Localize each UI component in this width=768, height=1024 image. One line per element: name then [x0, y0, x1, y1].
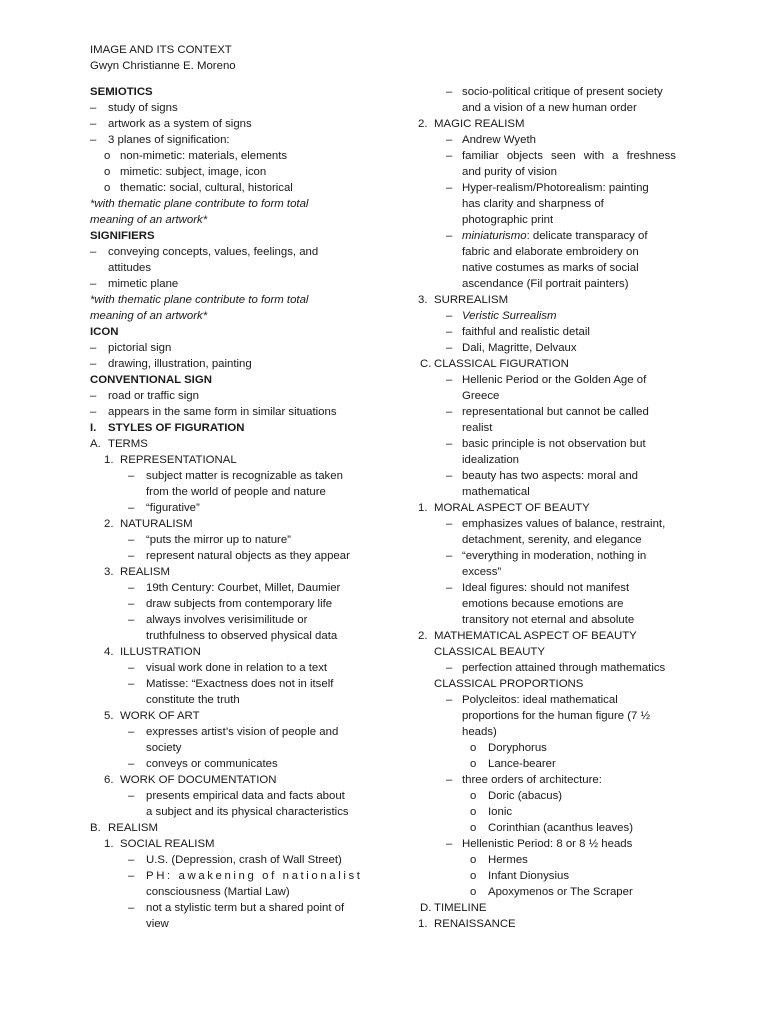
list-marker: –	[446, 550, 453, 562]
outline-line	[90, 612, 410, 628]
outline-line	[404, 900, 694, 916]
outline-text: meaning of an artwork*	[90, 310, 208, 322]
list-marker: –	[446, 230, 453, 242]
outline-text: Doric (abacus)	[488, 790, 563, 802]
outline-text: road or traffic sign	[108, 390, 199, 402]
list-marker: –	[446, 406, 453, 418]
outline-text: conveys or communicates	[146, 758, 278, 770]
list-marker: o	[470, 886, 477, 898]
outline-line	[90, 772, 410, 788]
outline-text: RENAISSANCE	[434, 918, 516, 930]
outline-line	[90, 644, 410, 660]
outline-line	[404, 820, 694, 836]
outline-text: Hyper-realism/Photorealism: painting	[462, 182, 649, 194]
outline-text: PH: awakening of nationalist	[146, 870, 363, 882]
list-marker: –	[446, 182, 453, 194]
outline-line	[90, 532, 410, 548]
outline-line	[404, 564, 694, 580]
outline-line	[90, 116, 410, 132]
outline-text: subject matter is recognizable as taken	[146, 470, 343, 482]
outline-line	[90, 724, 410, 740]
outline-line	[404, 116, 694, 132]
list-marker: –	[446, 774, 453, 786]
outline-line	[90, 868, 410, 884]
outline-text: non-mimetic: materials, elements	[120, 150, 288, 162]
outline-line	[90, 884, 410, 900]
outline-line	[404, 644, 694, 660]
outline-text: represent natural objects as they appear	[146, 550, 350, 562]
outline-line	[404, 292, 694, 308]
outline-line	[90, 516, 410, 532]
outline-text: mathematical	[462, 486, 530, 498]
outline-line	[90, 628, 410, 644]
list-marker: B.	[90, 822, 101, 834]
list-marker: –	[446, 326, 453, 338]
outline-line	[404, 852, 694, 868]
document-author: Gwyn Christianne E. Moreno	[90, 60, 236, 72]
list-marker: –	[128, 502, 135, 514]
outline-text: Matisse: “Exactness does not in itself	[146, 678, 334, 690]
outline-line	[404, 804, 694, 820]
outline-line	[404, 244, 694, 260]
outline-line	[404, 420, 694, 436]
outline-text: 19th Century: Courbet, Millet, Daumier	[146, 582, 341, 594]
outline-text: Greece	[462, 390, 500, 402]
outline-line	[404, 212, 694, 228]
outline-text: Ideal figures: should not manifest	[462, 582, 630, 594]
outline-line	[404, 356, 694, 372]
list-marker: C.	[420, 358, 432, 370]
outline-line	[404, 452, 694, 468]
outline-text: attitudes	[108, 262, 152, 274]
outline-line	[404, 724, 694, 740]
outline-line	[404, 596, 694, 612]
outline-text: ICON	[90, 326, 119, 338]
outline-text: “figurative”	[146, 502, 200, 514]
outline-line	[90, 292, 410, 308]
outline-line	[404, 388, 694, 404]
outline-line	[404, 84, 694, 100]
outline-line	[90, 452, 410, 468]
outline-line	[90, 692, 410, 708]
outline-text: Apoxymenos or The Scraper	[488, 886, 633, 898]
word: freshness	[626, 150, 676, 162]
outline-text: constitute the truth	[146, 694, 240, 706]
outline-line	[90, 212, 410, 228]
list-marker: –	[128, 534, 135, 546]
outline-line	[404, 516, 694, 532]
outline-line	[90, 340, 410, 356]
list-marker: –	[446, 342, 453, 354]
list-marker: –	[446, 86, 453, 98]
outline-line	[404, 628, 694, 644]
outline-text: ILLUSTRATION	[120, 646, 201, 658]
list-marker: –	[128, 854, 135, 866]
outline-line	[404, 788, 694, 804]
outline-text: proportions for the human figure (7 ½	[462, 710, 651, 722]
list-marker: –	[128, 582, 135, 594]
outline-text: emphasizes values of balance, restraint,	[462, 518, 666, 530]
outline-text: consciousness (Martial Law)	[146, 886, 290, 898]
outline-line	[90, 372, 410, 388]
italic-term: miniaturismo	[462, 230, 527, 242]
outline-text: a subject and its physical characteristics	[146, 806, 349, 818]
outline-text: view	[146, 918, 169, 930]
outline-line	[404, 772, 694, 788]
outline-line	[90, 852, 410, 868]
outline-line	[90, 356, 410, 372]
list-marker: –	[446, 662, 453, 674]
outline-text: has clarity and sharpness of	[462, 198, 604, 210]
outline-text: MAGIC REALISM	[434, 118, 525, 130]
list-marker: –	[446, 470, 453, 482]
outline-text: photographic print	[462, 214, 554, 226]
outline-line	[404, 756, 694, 772]
outline-text	[462, 228, 648, 244]
outline-line	[404, 692, 694, 708]
outline-text: truthfulness to observed physical data	[146, 630, 338, 642]
outline-text: Polycleitos: ideal mathematical	[462, 694, 618, 706]
outline-line	[404, 836, 694, 852]
outline-line	[404, 708, 694, 724]
document-header	[90, 42, 236, 74]
outline-text: representational but cannot be called	[462, 406, 649, 418]
list-marker: o	[470, 790, 477, 802]
outline-text: drawing, illustration, painting	[108, 358, 252, 370]
list-marker: 1.	[104, 838, 114, 850]
list-marker: –	[446, 374, 453, 386]
outline-text: *with thematic plane contribute to form total	[90, 294, 309, 306]
outline-line	[404, 180, 694, 196]
outline-text: TERMS	[108, 438, 148, 450]
outline-line	[404, 660, 694, 676]
outline-line	[404, 228, 694, 244]
outline-text: U.S. (Depression, crash of Wall Street)	[146, 854, 342, 866]
list-marker: –	[446, 694, 453, 706]
outline-line	[404, 404, 694, 420]
outline-text: realist	[462, 422, 493, 434]
list-marker: –	[446, 518, 453, 530]
outline-text: WORK OF ART	[120, 710, 200, 722]
left-column	[90, 84, 410, 932]
outline-line	[404, 500, 694, 516]
outline-line	[90, 164, 410, 180]
outline-line	[90, 436, 410, 452]
outline-text: REALISM	[120, 566, 171, 578]
list-marker: –	[90, 134, 97, 146]
list-marker: o	[470, 870, 477, 882]
list-marker: –	[128, 614, 135, 626]
outline-text: SIGNIFIERS	[90, 230, 155, 242]
outline-text: presents empirical data and facts about	[146, 790, 345, 802]
outline-line	[90, 580, 410, 596]
outline-line	[90, 804, 410, 820]
outline-line	[90, 836, 410, 852]
outline-line	[404, 340, 694, 356]
list-marker: 4.	[104, 646, 114, 658]
outline-line	[90, 708, 410, 724]
outline-text: pictorial sign	[108, 342, 172, 354]
outline-line	[90, 820, 410, 836]
list-marker: –	[90, 342, 97, 354]
outline-line	[90, 900, 410, 916]
outline-line	[404, 740, 694, 756]
outline-text: beauty has two aspects: moral and	[462, 470, 639, 482]
outline-text: study of signs	[108, 102, 178, 114]
outline-text: always involves verisimilitude or	[146, 614, 308, 626]
outline-text: socio-political critique of present society	[462, 86, 663, 98]
outline-line	[404, 612, 694, 628]
list-marker: I.	[90, 422, 97, 434]
list-marker: 1.	[418, 502, 428, 514]
list-marker: –	[128, 790, 135, 802]
list-marker: –	[446, 150, 453, 162]
outline-text: idealization	[462, 454, 519, 466]
outline-text: REALISM	[108, 822, 159, 834]
list-marker: –	[128, 662, 135, 674]
outline-text: visual work done in relation to a text	[146, 662, 328, 674]
list-marker: –	[90, 390, 97, 402]
outline-text: three orders of architecture:	[462, 774, 602, 786]
outline-line	[404, 276, 694, 292]
outline-text: native costumes as marks of social	[462, 262, 639, 274]
list-marker: 1.	[104, 454, 114, 466]
word: with	[583, 150, 605, 162]
list-marker: o	[104, 166, 111, 178]
outline-line	[90, 916, 410, 932]
outline-text: Veristic Surrealism	[462, 310, 557, 322]
outline-line	[404, 548, 694, 564]
outline-line	[90, 244, 410, 260]
outline-line	[90, 548, 410, 564]
outline-text: 3 planes of signification:	[108, 134, 230, 146]
outline-text: draw subjects from contemporary life	[146, 598, 333, 610]
outline-text: from the world of people and nature	[146, 486, 326, 498]
outline-text: detachment, serenity, and elegance	[462, 534, 642, 546]
outline-text: conveying concepts, values, feelings, and	[108, 246, 319, 258]
outline-line	[404, 468, 694, 484]
list-marker: o	[470, 822, 477, 834]
outline-text: Hermes	[488, 854, 528, 866]
outline-text: emotions because emotions are	[462, 598, 624, 610]
list-marker: 5.	[104, 710, 114, 722]
outline-text: Doryphorus	[488, 742, 547, 754]
list-marker: –	[446, 134, 453, 146]
outline-text: SEMIOTICS	[90, 86, 153, 98]
list-marker: D.	[420, 902, 432, 914]
list-marker: o	[470, 854, 477, 866]
outline-text: “puts the mirror up to nature”	[146, 534, 291, 546]
list-marker: –	[128, 470, 135, 482]
list-marker: 2.	[104, 518, 114, 530]
outline-line	[90, 564, 410, 580]
outline-line	[90, 100, 410, 116]
list-marker: –	[90, 358, 97, 370]
word: objects	[506, 150, 543, 162]
outline-text: faithful and realistic detail	[462, 326, 590, 338]
outline-line	[90, 756, 410, 772]
word: a	[612, 150, 619, 162]
outline-text: CLASSICAL FIGURATION	[434, 358, 569, 370]
list-marker: –	[446, 838, 453, 850]
outline-text: meaning of an artwork*	[90, 214, 208, 226]
outline-line	[404, 164, 694, 180]
outline-text: thematic: social, cultural, historical	[120, 182, 293, 194]
outline-text: Lance-bearer	[488, 758, 556, 770]
outline-text: perfection attained through mathematics	[462, 662, 666, 674]
outline-text: MATHEMATICAL ASPECT OF BEAUTY	[434, 630, 637, 642]
outline-text: society	[146, 742, 182, 754]
document-title: IMAGE AND ITS CONTEXT	[90, 44, 232, 56]
outline-line	[90, 740, 410, 756]
list-marker: –	[128, 870, 135, 882]
list-marker: 2.	[418, 118, 428, 130]
outline-line	[404, 308, 694, 324]
outline-line	[90, 388, 410, 404]
list-marker: –	[90, 246, 97, 258]
list-marker: 3.	[418, 294, 428, 306]
list-marker: o	[470, 742, 477, 754]
outline-line	[90, 260, 410, 276]
list-marker: –	[128, 902, 135, 914]
outline-line	[404, 148, 694, 164]
list-marker: –	[446, 438, 453, 450]
outline-text: TIMELINE	[434, 902, 487, 914]
word: seen	[551, 150, 576, 162]
outline-text: Corinthian (acanthus leaves)	[488, 822, 633, 834]
outline-line	[90, 484, 410, 500]
outline-line	[404, 884, 694, 900]
outline-text: REPRESENTATIONAL	[120, 454, 237, 466]
term-definition: : delicate transparacy of	[526, 230, 648, 242]
outline-line	[404, 372, 694, 388]
outline-line	[90, 676, 410, 692]
outline-line	[404, 100, 694, 116]
outline-line	[90, 132, 410, 148]
outline-line	[90, 180, 410, 196]
outline-line	[90, 500, 410, 516]
outline-text: Infant Dionysius	[488, 870, 570, 882]
list-marker: –	[90, 406, 97, 418]
list-marker: –	[128, 598, 135, 610]
list-marker: o	[104, 182, 111, 194]
outline-text	[462, 148, 676, 164]
word: familiar	[462, 150, 499, 162]
outline-line	[90, 196, 410, 212]
outline-line	[404, 532, 694, 548]
list-marker: o	[470, 758, 477, 770]
list-marker: A.	[90, 438, 101, 450]
right-column	[404, 84, 694, 932]
outline-line	[90, 308, 410, 324]
list-marker: –	[128, 726, 135, 738]
outline-text: Andrew Wyeth	[462, 134, 536, 146]
outline-text: and a vision of a new human order	[462, 102, 637, 114]
outline-line	[404, 324, 694, 340]
outline-line	[404, 436, 694, 452]
outline-line	[90, 404, 410, 420]
outline-text: ascendance (Fil portrait painters)	[462, 278, 629, 290]
outline-text: Ionic	[488, 806, 513, 818]
outline-text: heads)	[462, 726, 497, 738]
list-marker: –	[128, 550, 135, 562]
list-marker: o	[470, 806, 477, 818]
outline-text: fabric and elaborate embroidery on	[462, 246, 639, 258]
outline-text: mimetic plane	[108, 278, 179, 290]
outline-text: artwork as a system of signs	[108, 118, 252, 130]
outline-text: SURREALISM	[434, 294, 509, 306]
outline-line	[90, 148, 410, 164]
outline-line	[90, 84, 410, 100]
outline-text: basic principle is not observation but	[462, 438, 646, 450]
outline-text: *with thematic plane contribute to form total	[90, 198, 309, 210]
outline-line	[90, 324, 410, 340]
outline-line	[404, 260, 694, 276]
outline-text: NATURALISM	[120, 518, 193, 530]
list-marker: 2.	[418, 630, 428, 642]
outline-line	[90, 468, 410, 484]
outline-line	[404, 868, 694, 884]
outline-text: excess”	[462, 566, 502, 578]
outline-text: CONVENTIONAL SIGN	[90, 374, 212, 386]
list-marker: 6.	[104, 774, 114, 786]
outline-text: WORK OF DOCUMENTATION	[120, 774, 277, 786]
list-marker: –	[128, 678, 135, 690]
outline-text: CLASSICAL PROPORTIONS	[434, 678, 584, 690]
outline-text: “everything in moderation, nothing in	[462, 550, 647, 562]
outline-line	[90, 420, 410, 436]
list-marker: –	[90, 118, 97, 130]
outline-line	[404, 580, 694, 596]
outline-text: mimetic: subject, image, icon	[120, 166, 267, 178]
list-marker: –	[446, 582, 453, 594]
outline-line	[404, 676, 694, 692]
outline-text: not a stylistic term but a shared point of	[146, 902, 345, 914]
list-marker: 1.	[418, 918, 428, 930]
list-marker: 3.	[104, 566, 114, 578]
outline-line	[404, 196, 694, 212]
outline-line	[404, 484, 694, 500]
outline-text: and purity of vision	[462, 166, 557, 178]
list-marker: –	[90, 278, 97, 290]
outline-line	[90, 276, 410, 292]
outline-text: transitory not eternal and absolute	[462, 614, 635, 626]
outline-text: MORAL ASPECT OF BEAUTY	[434, 502, 590, 514]
outline-text: SOCIAL REALISM	[120, 838, 215, 850]
outline-text: Hellenistic Period: 8 or 8 ½ heads	[462, 838, 633, 850]
list-marker: –	[128, 758, 135, 770]
list-marker: o	[104, 150, 111, 162]
outline-text: CLASSICAL BEAUTY	[434, 646, 545, 658]
outline-text: Hellenic Period or the Golden Age of	[462, 374, 647, 386]
outline-text: Dali, Magritte, Delvaux	[462, 342, 577, 354]
outline-line	[90, 228, 410, 244]
outline-line	[404, 132, 694, 148]
list-marker: –	[446, 310, 453, 322]
list-marker: –	[90, 102, 97, 114]
outline-text: appears in the same form in similar situations	[108, 406, 337, 418]
outline-line	[90, 660, 410, 676]
outline-text: expresses artist’s vision of people and	[146, 726, 339, 738]
outline-text: STYLES OF FIGURATION	[108, 422, 245, 434]
outline-line	[404, 916, 694, 932]
outline-line	[90, 596, 410, 612]
outline-line	[90, 788, 410, 804]
